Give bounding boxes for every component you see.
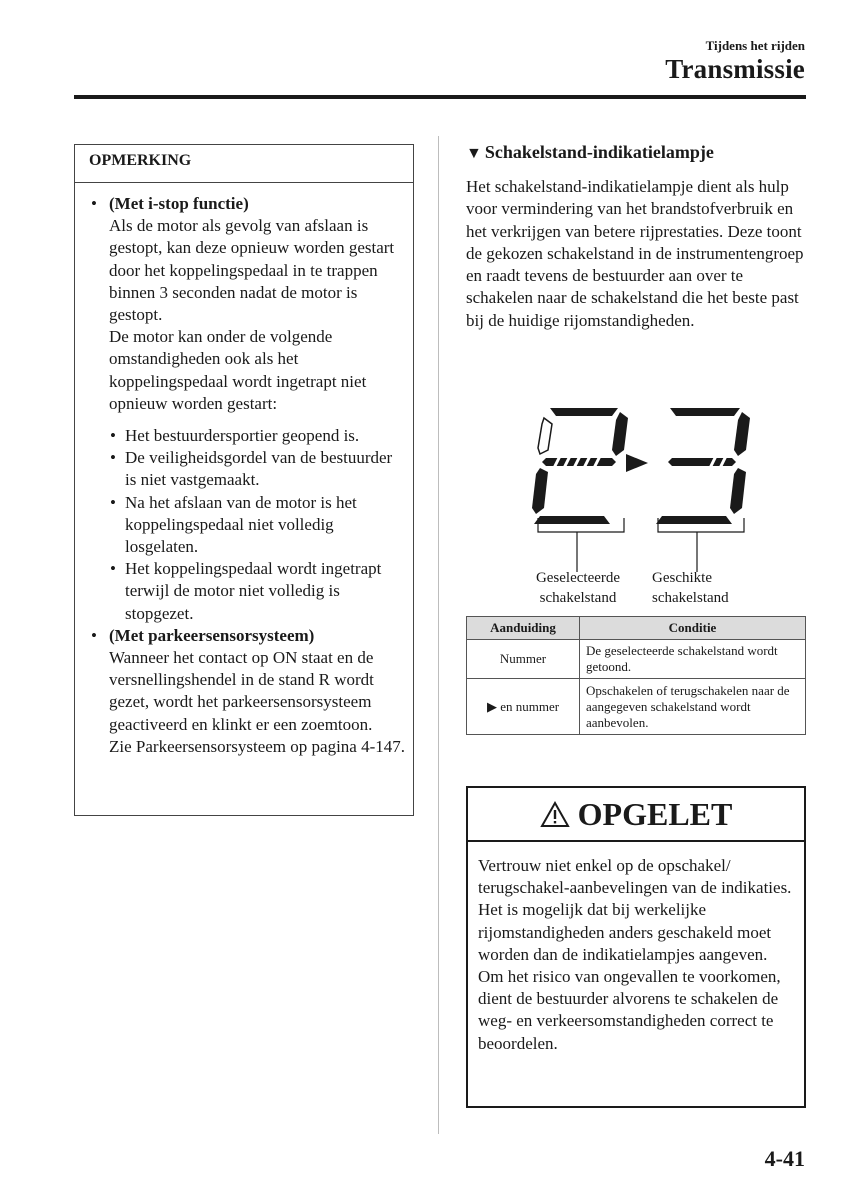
list-item: • Het koppelingspedaal wordt ingetrapt terwijl de motor niet volledig is stopgezet. xyxy=(110,559,382,623)
note-item-title: (Met parkeersensorsysteem) xyxy=(109,625,315,645)
note-item-text: Zie Parkeersensorsysteem op pagina 4-147. xyxy=(109,736,405,756)
column-divider xyxy=(438,136,439,1134)
table-cell: Opschakelen of terugschakelen naar de aangegeven schakelstand wordt aanbevolen. xyxy=(580,679,806,735)
list-item: • De veiligheidsgordel van de bestuurder is niet vastgemaakt. xyxy=(110,448,393,490)
note-box xyxy=(74,144,414,816)
note-item-text: Wanneer het contact op ON staat en de versnellingshendel in de stand R wordt gezet, wordt het parkeersensorsysteem geactiveerd en klinkt er een zoemtoon. xyxy=(109,648,374,734)
bullet-icon: • xyxy=(91,194,97,213)
recommend-arrow-icon xyxy=(626,454,648,472)
bullet-icon: • xyxy=(110,426,116,446)
table-row xyxy=(467,640,806,679)
table-cell: ▶ en nummer xyxy=(467,679,580,735)
bullet-icon: • xyxy=(91,625,97,645)
note-item-title: (Met i-stop functie) xyxy=(109,194,249,213)
label-selected-gear: Geselecteerde schakelstand xyxy=(535,570,621,606)
caution-heading: OPGELET xyxy=(468,788,804,842)
table-row xyxy=(467,679,806,735)
bullet-icon: • xyxy=(110,448,116,468)
table-cell: Nummer xyxy=(467,640,580,679)
gear-indicator-diagram xyxy=(520,396,770,616)
label-suitable-gear: Geschikte schakelstand xyxy=(652,570,729,606)
digit-three-segments xyxy=(656,408,750,524)
bullet-icon: • xyxy=(110,559,116,579)
section-marker-icon: ▼ xyxy=(466,145,482,162)
note-body xyxy=(75,183,413,758)
note-sublist xyxy=(109,425,407,625)
list-item: • Na het afslaan van de motor is het koppelingspedaal niet volledig losgelaten. xyxy=(110,492,357,557)
digit-two-unlit xyxy=(538,418,552,454)
table-header-row xyxy=(467,617,806,640)
indicator-brackets xyxy=(538,518,744,572)
page-title: Transmissie xyxy=(665,54,805,84)
column-header: Conditie xyxy=(580,617,806,640)
header-rule xyxy=(74,95,806,99)
running-header-section: Tijdens het rijden xyxy=(705,38,805,53)
note-item-parking xyxy=(89,625,407,758)
page-number: 4-41 xyxy=(764,1146,805,1171)
indicator-table xyxy=(466,616,806,735)
section-paragraph: Het schakelstand-indikatielampje dient als hulp voor vermindering van het brandstofverbruik en het verkrijgen van betere rijprestaties. Deze toont de gekozen schakelstand in de instrumentengroep en raadt tevens de bestuurder aan over te schakelen naar de schakelstand die het beste past bij de huidige rijomstandigheden. xyxy=(466,177,804,330)
caution-box xyxy=(466,786,806,1108)
caution-text: Vertrouw niet enkel op de opschakel/ terugschakel-aanbevelingen van de indikaties. Het is mogelijk dat bij werkelijke rijomstandigheden anders geschakeld moet worden dan de indikatielampjes aangeven. Om het risico van ongevallen te voorkomen, dient de bestuurder alvorens te schakelen de weg- en verkeersomstandigheden correct te beoordelen. xyxy=(478,856,792,1053)
table-cell: De geselecteerde schakelstand wordt getoond. xyxy=(580,640,806,679)
section-title: ▼ Schakelstand-indikatielampje xyxy=(466,142,714,162)
note-item-text: De motor kan onder de volgende omstandigheden ook als het koppelingspedaal wordt ingetrapt niet opnieuw worden gestart: xyxy=(109,327,367,413)
note-heading: OPMERKING xyxy=(75,145,413,183)
column-header: Aanduiding xyxy=(467,617,580,640)
bullet-icon: • xyxy=(110,492,116,512)
list-item: • Het bestuurdersportier geopend is. xyxy=(109,425,407,447)
warning-triangle-icon xyxy=(540,801,570,828)
note-item-text: Als de motor als gevolg van afslaan is gestopt, kan deze opnieuw worden gestart door het koppelingspedaal in te trappen binnen 3 seconden nadat de motor is gestopt. xyxy=(109,216,395,325)
digit-two-segments xyxy=(532,408,628,524)
note-item-istop xyxy=(89,193,407,625)
play-triangle-icon: ▶ xyxy=(486,698,497,714)
